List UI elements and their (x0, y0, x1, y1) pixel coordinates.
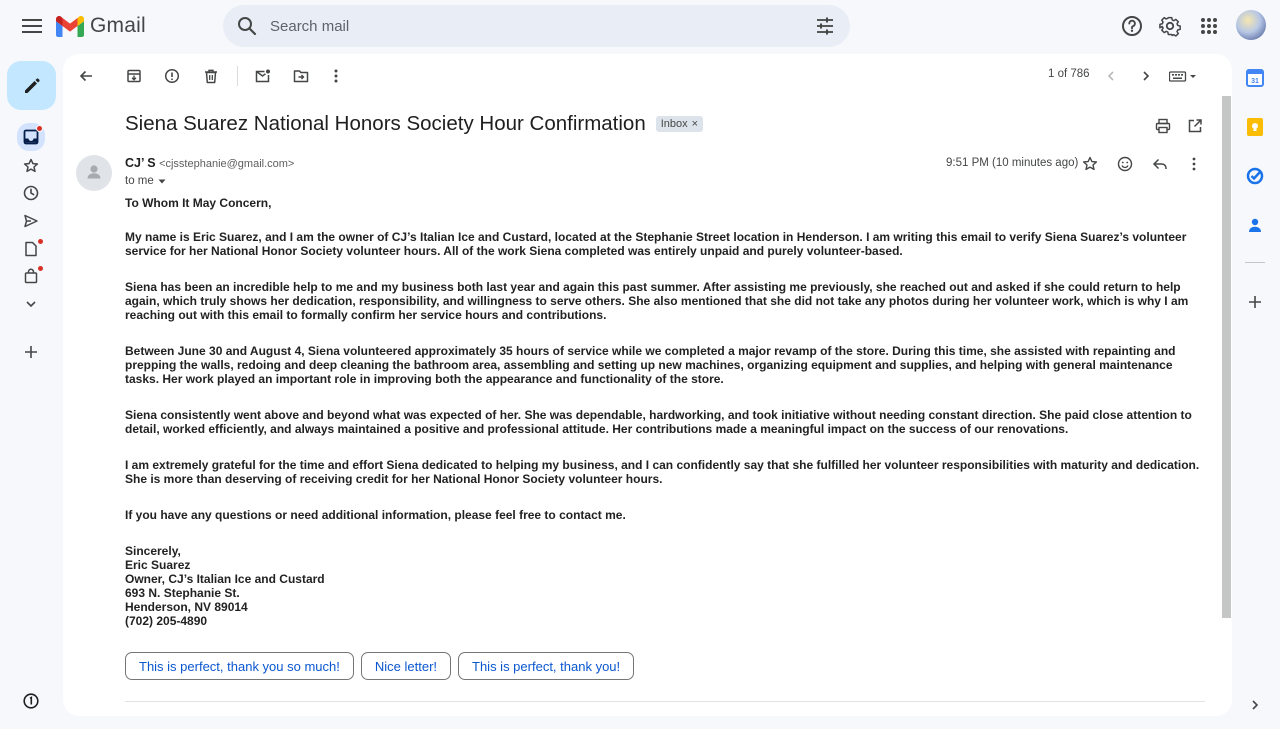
open-new-window-icon[interactable] (1185, 116, 1205, 136)
notification-dot (37, 265, 44, 272)
email-greeting: To Whom It May Concern, (125, 196, 272, 210)
scrollbar[interactable] (1222, 96, 1231, 618)
email-paragraph: If you have any questions or need additional information, please feel free to contact me. (125, 508, 626, 522)
email-signature (125, 544, 1205, 628)
more-options-vertical-icon[interactable] (326, 66, 346, 86)
support-info-icon[interactable] (19, 689, 43, 713)
sent-icon[interactable] (19, 209, 43, 233)
gmail-logo[interactable] (56, 12, 146, 40)
purchases-bag-icon[interactable] (19, 264, 43, 288)
smart-replies (125, 652, 634, 680)
recipient-details[interactable] (125, 175, 166, 187)
tasks-app-icon[interactable] (1245, 166, 1265, 186)
app-name: Gmail (90, 14, 146, 37)
older-chevron-right-icon[interactable] (1136, 66, 1156, 86)
smart-reply-button[interactable]: This is perfect, thank you so much! (125, 652, 354, 680)
star-icon[interactable] (1080, 154, 1100, 174)
add-reaction-emoji-icon[interactable] (1115, 154, 1135, 174)
main-menu-icon[interactable] (16, 10, 48, 42)
email-view (63, 54, 1232, 716)
signature-line: (702) 205-4890 (125, 614, 208, 628)
remove-label-icon[interactable]: × (691, 118, 699, 130)
signature-line: Sincerely, (125, 544, 181, 558)
back-arrow-icon[interactable] (76, 66, 96, 86)
snoozed-clock-icon[interactable] (19, 181, 43, 205)
starred-icon[interactable] (19, 154, 43, 178)
get-addons-plus-icon[interactable] (1245, 292, 1265, 312)
top-bar (0, 0, 1280, 52)
side-panel-divider (1245, 262, 1265, 263)
sender-avatar[interactable] (76, 155, 112, 191)
help-icon[interactable] (1120, 14, 1144, 38)
smart-reply-button[interactable]: Nice letter! (361, 652, 451, 680)
email-body (125, 196, 1205, 628)
inbox-label-chip[interactable] (656, 116, 703, 132)
print-icon[interactable] (1153, 116, 1173, 136)
search-icon[interactable] (235, 14, 259, 38)
show-details-caret-icon[interactable] (158, 177, 166, 185)
email-paragraph: My name is Eric Suarez, and I am the owner of CJ’s Italian Ice and Custard, located at the Stephanie Street location in Henderson. I am writing this email to verify Siena Suarez’s volunteer service for her National Honor Society volunteer hours. All of the work Siena completed was entirely unpaid and purely volunteer-based. (125, 230, 1187, 258)
notification-dot (36, 125, 43, 132)
input-tools-keyboard-icon[interactable] (1169, 66, 1199, 86)
more-chevron-down-icon[interactable] (19, 292, 43, 316)
toolbar-divider (237, 66, 238, 86)
compose-button[interactable] (7, 61, 56, 110)
search-bar[interactable] (223, 5, 850, 47)
message-more-vertical-icon[interactable] (1184, 154, 1204, 174)
email-paragraph: Siena has been an incredible help to me and my business both last year and again this past summer. After assisting me previously, she reached out and asked if she could return to help again, which truly shows her dedication, responsibility, and willingness to serve others. She also mentioned that she did not take any photos during her volunteer work, which is why I am reaching out with this email to formally confirm her service hours and contributions. (125, 280, 1189, 322)
sender-name[interactable]: CJ’ S (125, 156, 156, 170)
signature-line: Henderson, NV 89014 (125, 600, 248, 614)
notification-dot (37, 238, 44, 245)
move-to-folder-icon[interactable] (291, 66, 311, 86)
label-text: Inbox (660, 118, 688, 130)
email-paragraph: I am extremely grateful for the time and effort Siena dedicated to helping my business, and I can confidently say that she fulfilled her volunteer responsibilities with maturity and dedication. She is more than deserving of receiving credit for her National Honor Society volunteer hours. (125, 458, 1200, 486)
email-subject: Siena Suarez National Honors Society Hour Confirmation (125, 112, 646, 135)
smart-reply-button[interactable]: This is perfect, thank you! (458, 652, 634, 680)
drafts-icon[interactable] (19, 237, 43, 261)
search-input[interactable] (270, 5, 770, 47)
create-label-plus-icon[interactable] (19, 340, 43, 364)
divider (125, 701, 1205, 702)
delete-trash-icon[interactable] (201, 66, 221, 86)
settings-gear-icon[interactable] (1158, 14, 1182, 38)
calendar-app-icon[interactable] (1245, 68, 1265, 88)
signature-line: 693 N. Stephanie St. (125, 586, 240, 600)
google-apps-icon[interactable] (1197, 14, 1221, 38)
email-paragraph: Between June 30 and August 4, Siena volunteered approximately 35 hours of service while we completed a major revamp of the store. During this time, she assisted with repainting and prepping the walls, redoing and deep cleaning the bathroom area, assembling and setting up new machines, organizing equipment and supplies, and helping with general maintenance tasks. Her work played an important role in improving both the appearance and functionality of the store. (125, 344, 1176, 386)
email-paragraph: Siena consistently went above and beyond what was expected of her. She was dependable, hardworking, and took initiative without needing constant direction. She paid close attention to detail, worked efficiently, and always maintained a positive and professional attitude. Her contributions made a meaningful impact on the success of our renovations. (125, 408, 1192, 436)
pencil-icon (22, 76, 42, 96)
email-timestamp: 9:51 PM (10 minutes ago) (946, 157, 1079, 169)
archive-icon[interactable] (124, 66, 144, 86)
signature-line: Eric Suarez (125, 558, 191, 572)
report-spam-icon[interactable] (162, 66, 182, 86)
signature-line: Owner, CJ’s Italian Ice and Custard (125, 572, 325, 586)
contacts-app-icon[interactable] (1245, 215, 1265, 235)
message-pager: 1 of 786 (1048, 68, 1090, 80)
inbox-icon[interactable] (17, 123, 45, 151)
mark-unread-icon[interactable] (253, 66, 273, 86)
search-options-icon[interactable] (814, 15, 836, 37)
keep-app-icon[interactable] (1245, 117, 1265, 137)
reply-arrow-icon[interactable] (1150, 154, 1170, 174)
recipient-text: to me (125, 175, 154, 187)
newer-chevron-left-icon[interactable] (1101, 66, 1121, 86)
sender-line (125, 156, 294, 170)
svg-text:31: 31 (1251, 78, 1259, 85)
sender-email: <cjsstephanie@gmail.com> (159, 158, 295, 170)
gmail-m-icon (56, 16, 84, 37)
subject-row (125, 112, 703, 136)
account-avatar[interactable] (1236, 10, 1266, 40)
show-side-panel-chevron-icon[interactable] (1245, 695, 1265, 715)
